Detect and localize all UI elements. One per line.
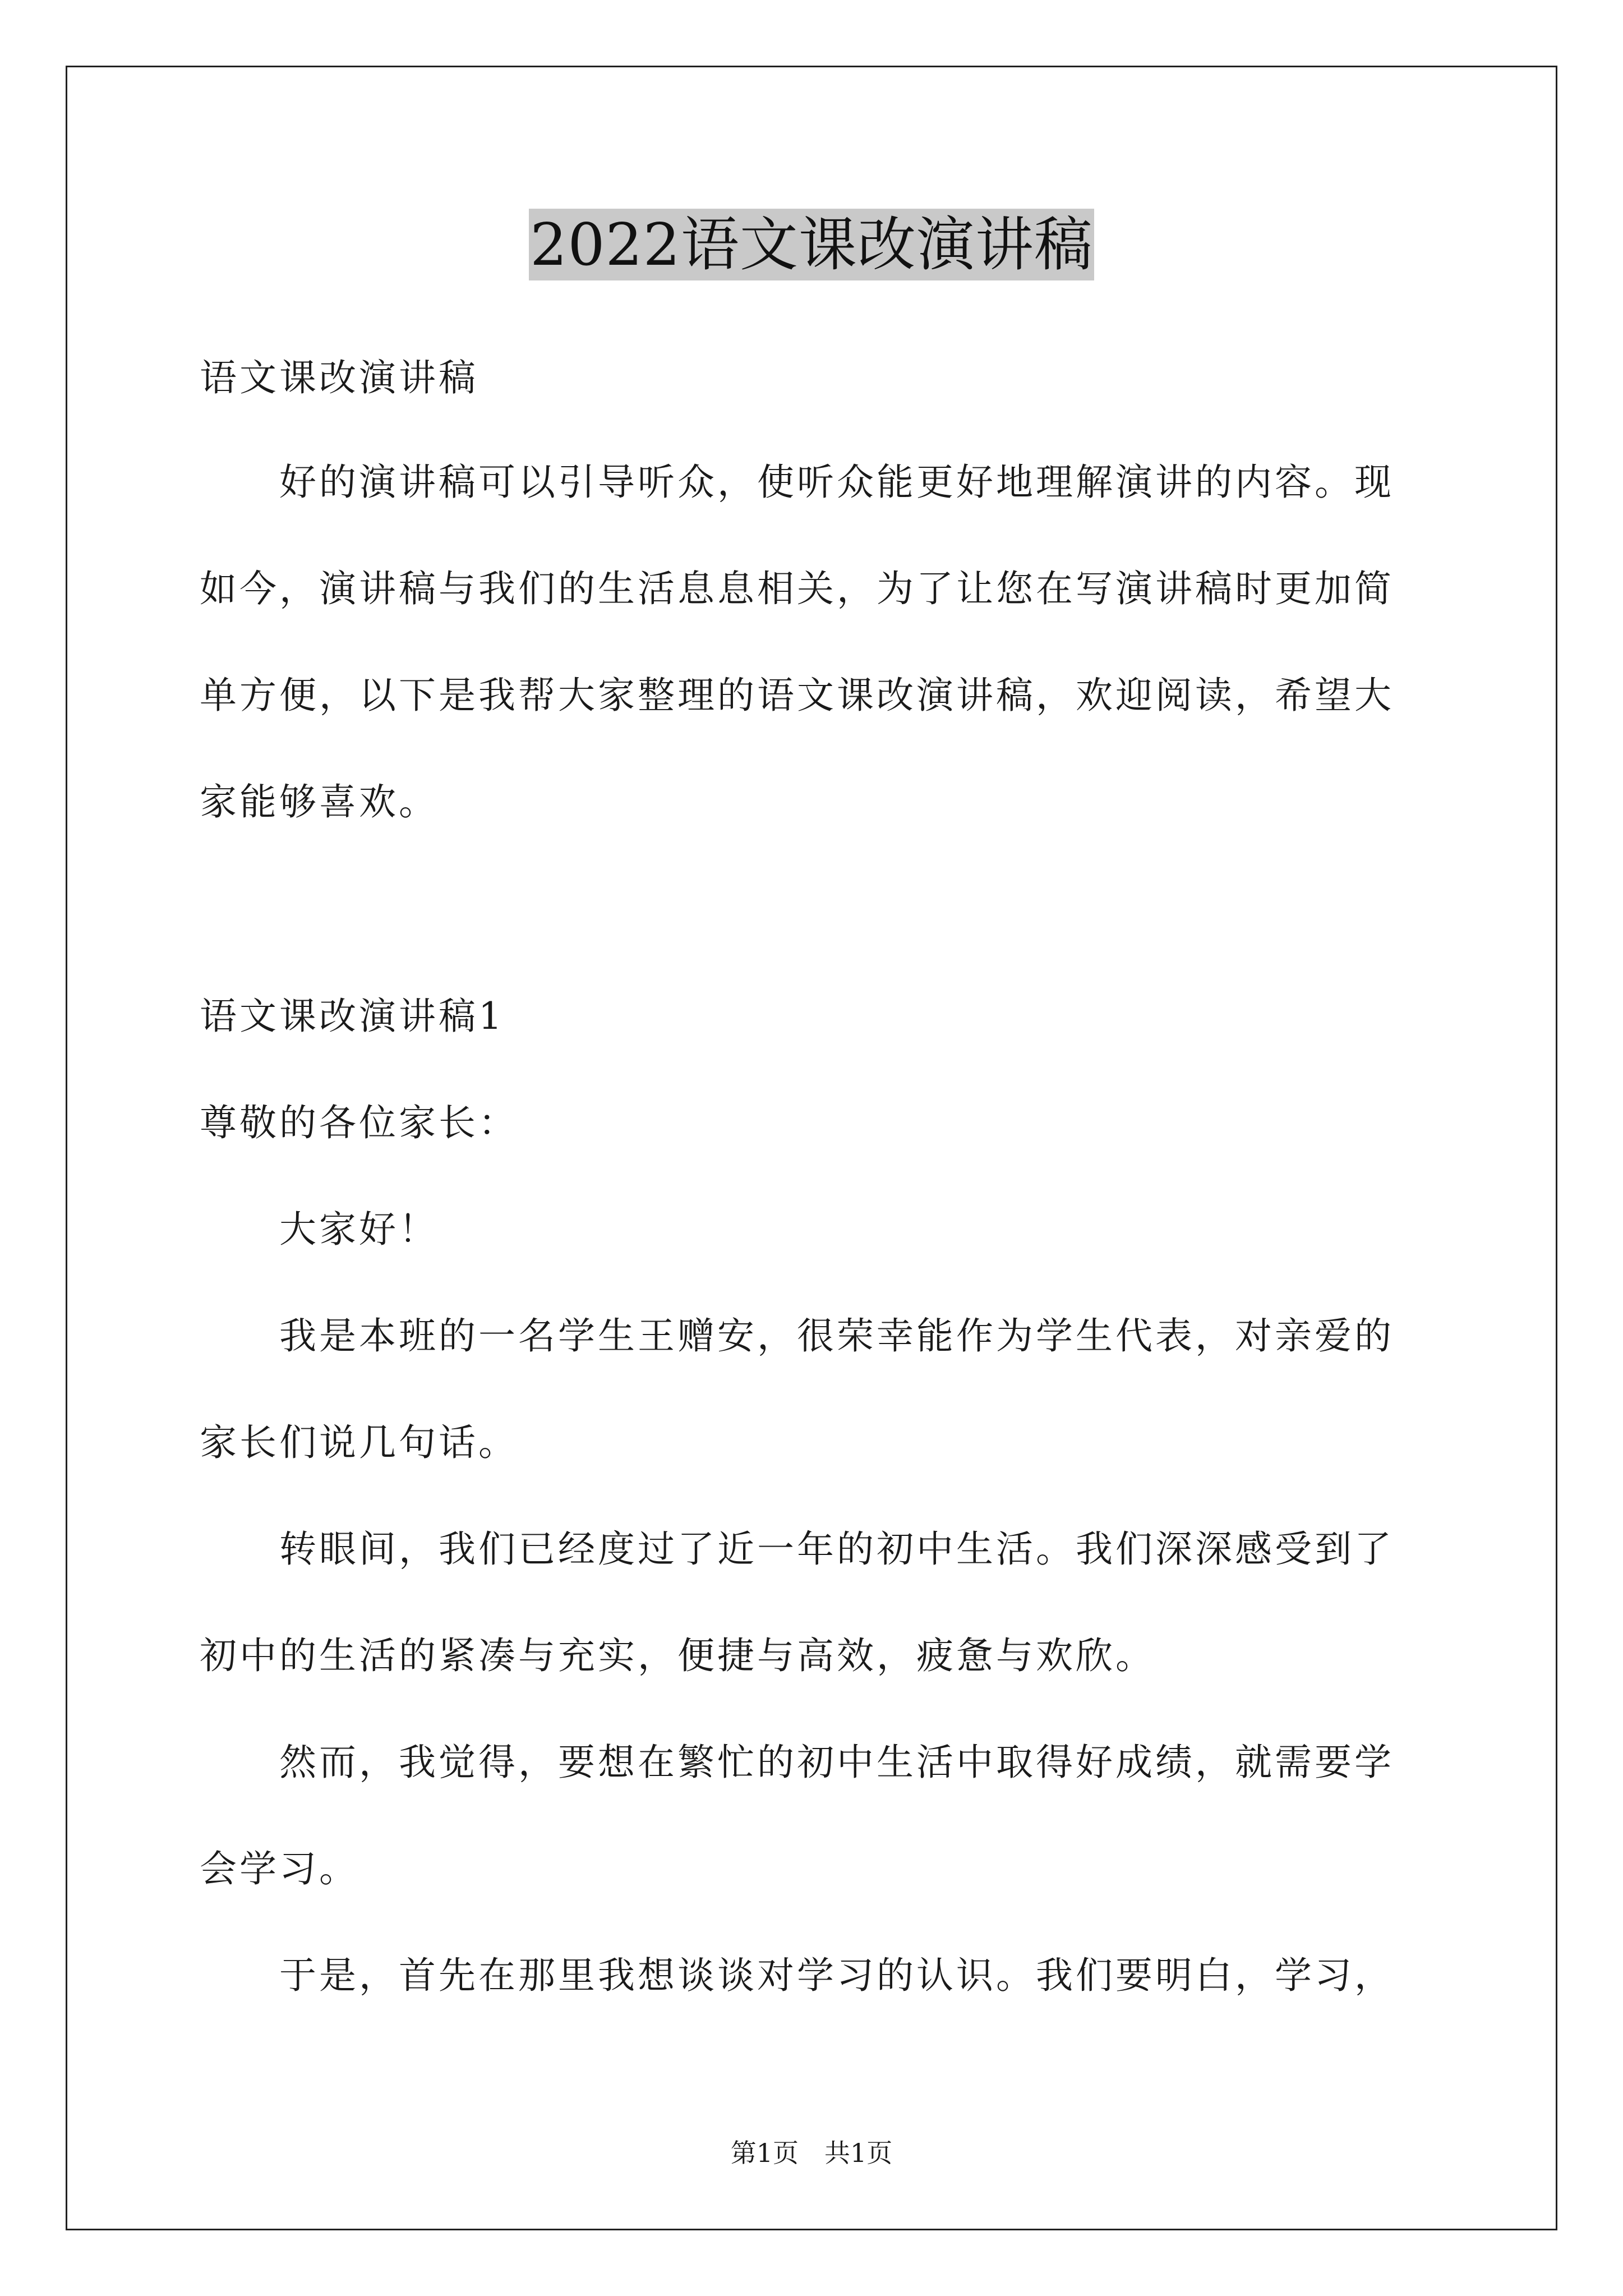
- paragraph-line: 家能够喜欢。: [200, 780, 439, 823]
- paragraph-line: 转眼间，我们已经度过了近一年的初中生活。我们深深感受到了: [200, 1527, 1394, 1571]
- paragraph-line: 然而，我觉得，要想在繁忙的初中生活中取得好成绩，就需要学: [200, 1741, 1394, 1784]
- section-heading: 语文课改演讲稿1: [200, 995, 505, 1038]
- subtitle-line: 语文课改演讲稿: [200, 356, 478, 399]
- paragraph-line: 单方便，以下是我帮大家整理的语文课改演讲稿，欢迎阅读，希望大: [200, 674, 1394, 717]
- salutation-line: 尊敬的各位家长：: [200, 1101, 518, 1144]
- paragraph-line: 如今，演讲稿与我们的生活息息相关，为了让您在写演讲稿时更加简: [200, 567, 1394, 610]
- paragraph-line: 好的演讲稿可以引导听众，使听众能更好地理解演讲的内容。现: [200, 461, 1394, 504]
- paragraph-line: 初中的生活的紧凑与充实，便捷与高效，疲惫与欢欣。: [200, 1634, 1155, 1677]
- page-number-footer: 第1页 共1页: [730, 2138, 893, 2168]
- greeting-line: 大家好！: [200, 1208, 439, 1251]
- document-title: 2022语文课改演讲稿: [529, 209, 1094, 280]
- paragraph-line: 于是，首先在那里我想谈谈对学习的认识。我们要明白，学习，: [200, 1954, 1394, 1997]
- title-container: [0, 209, 1623, 280]
- paragraph-line: 我是本班的一名学生王赠安，很荣幸能作为学生代表，对亲爱的: [200, 1314, 1394, 1358]
- paragraph-line: 会学习。: [200, 1847, 359, 1890]
- paragraph-line: 家长们说几句话。: [200, 1421, 518, 1464]
